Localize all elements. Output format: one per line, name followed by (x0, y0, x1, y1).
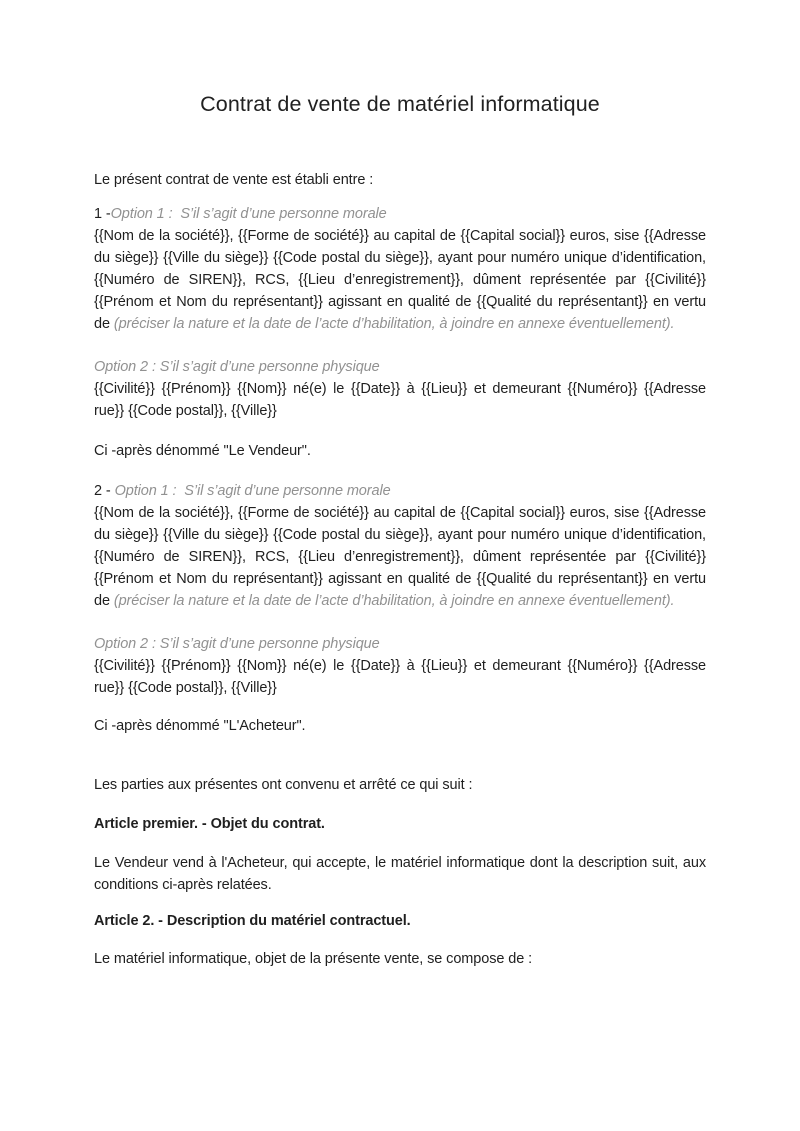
article1-heading: Article premier. - Objet du contrat. (94, 816, 325, 832)
party2-morale-paragraph (94, 502, 706, 612)
party2-morale-block (94, 480, 706, 612)
article1-body: Le Vendeur vend à l'Acheteur, qui accepte, le matériel informatique dont la description suit, aux conditions ci-après relatées. (94, 855, 706, 893)
party2-morale-note: (préciser la nature et la date de l’acte d’habilitation, à joindre en annexe éventuellement). (113, 593, 675, 609)
party1-morale-text: {{Nom de la société}}, {{Forme de société}} au capital de {{Capital social}} euros, sise {{Adresse du siège}} {{Ville du siège}} {{Code postal du siège}}, ayant pour numéro unique d’identification, {{Numéro de SIREN}}, RCS, {{Lieu d’enregistrement}}, dûment représentée par {{Civilité}} {{Prénom et Nom du représentant}} agissant en qualité de {{Qualité du représentant}} en vertu de (94, 228, 706, 332)
party2-option1-heading (94, 480, 706, 502)
party2-physique-paragraph: {{Civilité}} {{Prénom}} {{Nom}} né(e) le {{Date}} à {{Lieu}} et demeurant {{Numéro}} {{Adresse rue}} {{Code postal}}, {{Ville}} (94, 658, 706, 696)
party1-option1-heading (94, 203, 706, 225)
party2-option1-label: Option 1 : S’il s’agit d’une personne morale (114, 483, 391, 499)
document-title: Contrat de vente de matériel informatique (200, 92, 600, 116)
agreement-paragraph: Les parties aux présentes ont convenu et arrêté ce qui suit : (94, 777, 473, 793)
party1-morale-note: (préciser la nature et la date de l’acte d’habilitation, à joindre en annexe éventuellement). (113, 316, 675, 332)
article2-body: Le matériel informatique, objet de la présente vente, se compose de : (94, 951, 533, 967)
party1-morale-paragraph (94, 225, 706, 335)
party1-option1-label: Option 1 : S’il s’agit d’une personne morale (110, 206, 387, 222)
party2-designation: Ci -après dénommé "L'Acheteur". (94, 718, 306, 734)
article2-heading: Article 2. - Description du matériel contractuel. (94, 913, 411, 929)
intro-paragraph: Le présent contrat de vente est établi entre : (94, 172, 374, 188)
party2-morale-text: {{Nom de la société}}, {{Forme de société}} au capital de {{Capital social}} euros, sise {{Adresse du siège}} {{Ville du siège}} {{Code postal du siège}}, ayant pour numéro unique d’identification, {{Numéro de SIREN}}, RCS, {{Lieu d’enregistrement}}, dûment représentée par {{Civilité}} {{Prénom et Nom du représentant}} agissant en qualité de {{Qualité du représentant}} en vertu de (94, 505, 706, 609)
party1-option2-heading: Option 2 : S’il s’agit d’une personne physique (94, 359, 380, 375)
party1-physique-paragraph: {{Civilité}} {{Prénom}} {{Nom}} né(e) le {{Date}} à {{Lieu}} et demeurant {{Numéro}} {{Adresse rue}} {{Code postal}}, {{Ville}} (94, 381, 706, 419)
party2-physique-block (94, 633, 706, 699)
party1-designation: Ci -après dénommé "Le Vendeur". (94, 443, 311, 459)
party1-morale-block (94, 203, 706, 335)
party2-option2-heading: Option 2 : S’il s’agit d’une personne physique (94, 636, 380, 652)
party2-number: 2 - (94, 483, 115, 499)
party1-number: 1 - (94, 206, 111, 222)
party1-physique-block (94, 356, 706, 422)
